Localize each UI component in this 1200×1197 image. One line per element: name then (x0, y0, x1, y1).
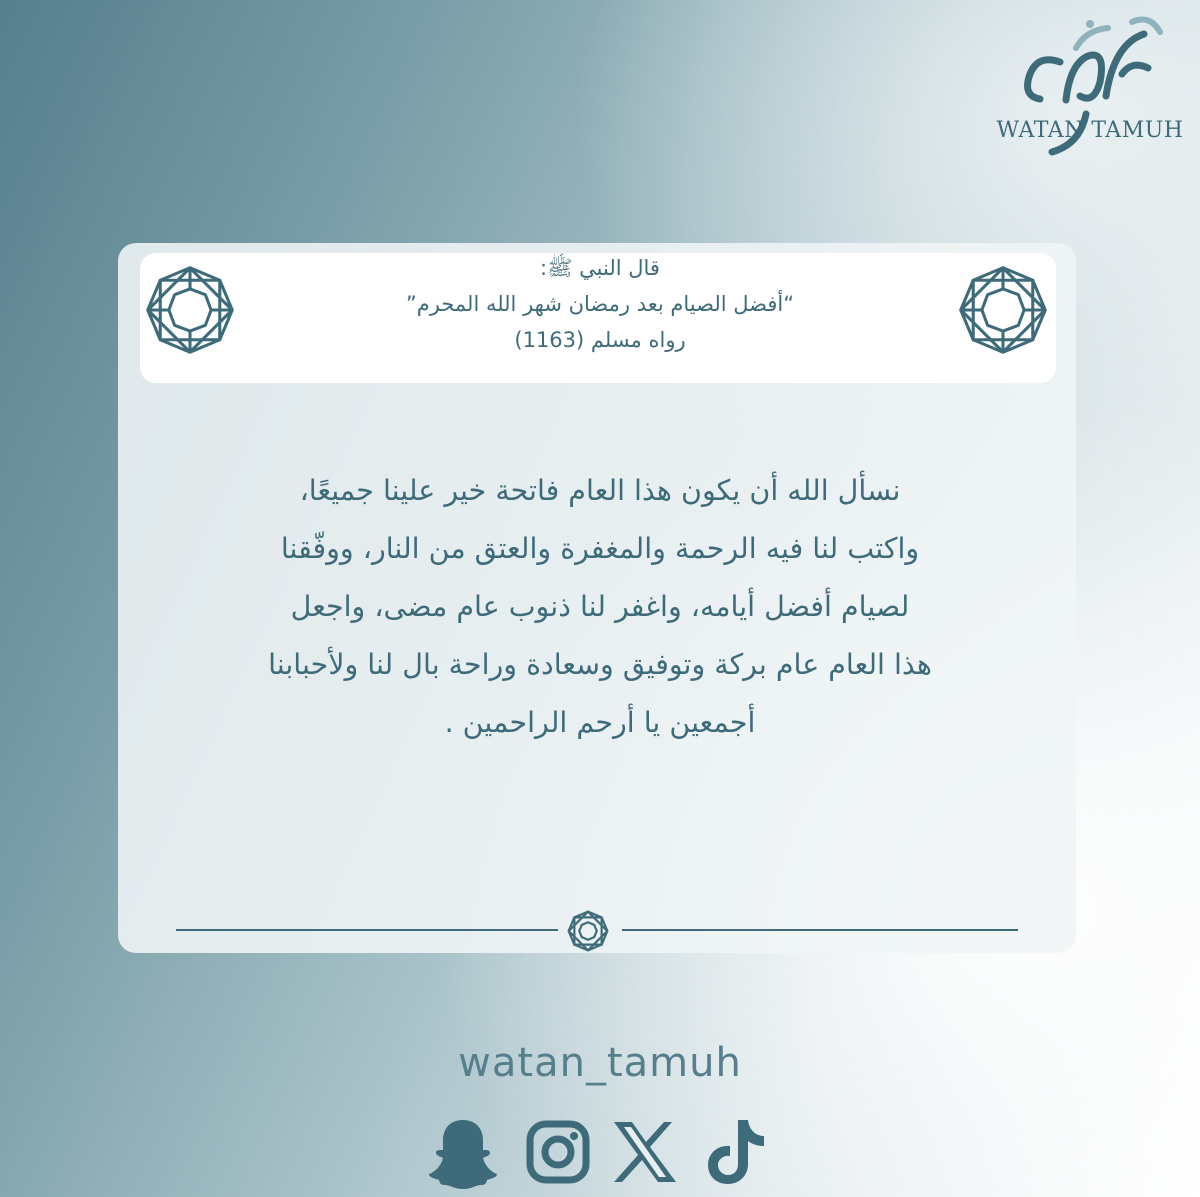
quote-text: “أفضل الصيام بعد رمضان شهر الله المحرم” (405, 292, 795, 316)
logo-wordmark: WATAN TAMUH (996, 118, 1184, 143)
instagram-icon (518, 1112, 598, 1192)
supplication-text (150, 462, 1050, 752)
quote-source: رواه مسلم (1163) (514, 328, 686, 352)
divider-line (622, 929, 1018, 931)
tiktok-icon (694, 1112, 774, 1192)
supplication-line: هذا العام عام بركة وتوفيق وسعادة وراحة بال لنا ولأحبابنا (268, 648, 932, 681)
supplication-line: واكتب لنا فيه الرحمة والمغفرة والعتق من النار، ووفّقنا (280, 532, 920, 565)
quote-intro: قال النبي ﷺ: (540, 256, 660, 280)
islamic-star-ornament-icon (955, 262, 1051, 358)
hadith-quote (260, 250, 940, 358)
snapchat-icon (423, 1112, 503, 1192)
x-icon (604, 1112, 684, 1192)
supplication-line: أجمعين يا أرحم الراحمين . (444, 706, 756, 739)
islamic-star-ornament-icon (142, 262, 238, 358)
social-handle: watan_tamuh (458, 1040, 742, 1086)
supplication-line: لصيام أفضل أيامه، واغفر لنا ذنوب عام مضى، واجعل (290, 590, 910, 623)
divider-line (176, 929, 558, 931)
islamic-star-ornament-icon (566, 909, 610, 953)
supplication-line: نسأل الله أن يكون هذا العام فاتحة خير علينا جميعًا، (299, 474, 901, 507)
